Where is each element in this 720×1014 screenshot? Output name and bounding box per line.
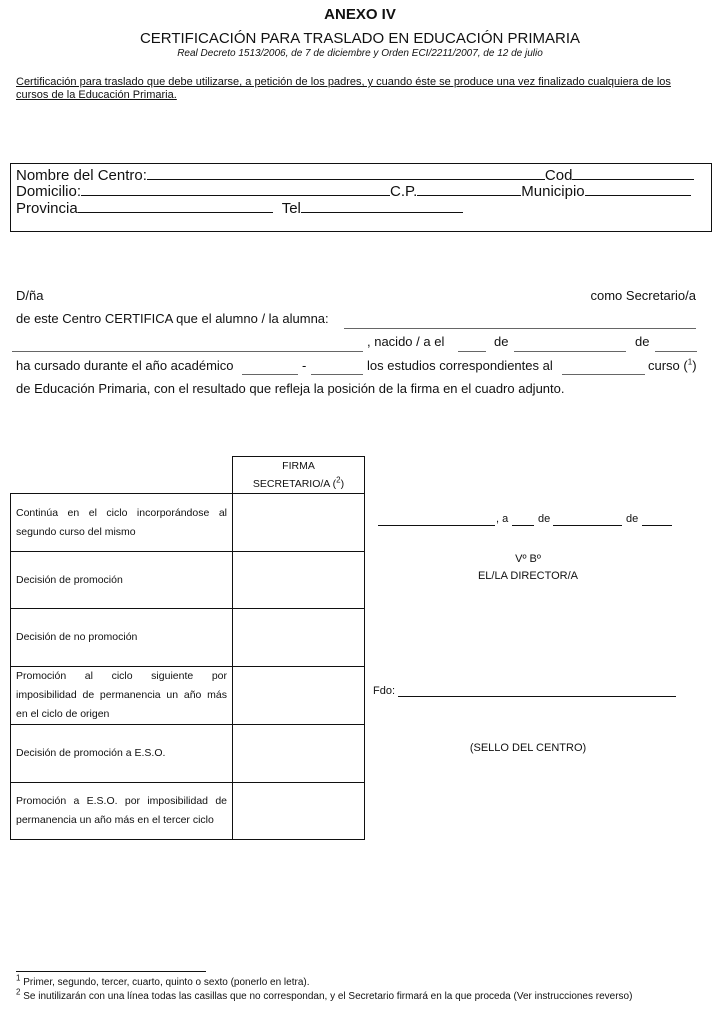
cp-field[interactable] bbox=[417, 182, 521, 196]
place-a-label: , a bbox=[496, 513, 509, 525]
center-name-label: Nombre del Centro: bbox=[16, 167, 147, 184]
row-label: Decisión de promoción a E.S.O. bbox=[11, 725, 233, 783]
secretary-label: como Secretario/a bbox=[590, 288, 696, 303]
place-de2-label: de bbox=[626, 513, 639, 525]
signature-cell[interactable] bbox=[233, 609, 365, 667]
result-text: de Educación Primaria, con el resultado que refleja la posición de la firma en el cuadro adjunto. bbox=[16, 381, 565, 396]
address-label: Domicilio: bbox=[16, 183, 82, 200]
studies-label: los estudios correspondientes al bbox=[367, 358, 553, 373]
signature-cell[interactable] bbox=[233, 725, 365, 783]
cp-label: C.P. bbox=[390, 183, 418, 200]
cod-label: Cod bbox=[544, 167, 573, 184]
year-dash: - bbox=[302, 358, 307, 373]
year-end-field[interactable] bbox=[311, 374, 363, 375]
signature-column-header: FIRMA SECRETARIO/A ($^2$) bbox=[233, 457, 365, 494]
place-de1-label: de bbox=[538, 513, 551, 525]
grades-table bbox=[10, 456, 365, 840]
province-label: Provincia bbox=[16, 200, 78, 217]
footnote-ref-2: 2 bbox=[336, 475, 341, 485]
province-field[interactable] bbox=[78, 199, 273, 213]
birth-month-field[interactable] bbox=[514, 351, 626, 352]
table-row bbox=[11, 609, 365, 667]
sign-year-field[interactable] bbox=[642, 525, 672, 526]
address-row bbox=[16, 182, 691, 200]
row-label: Decisión de promoción bbox=[11, 552, 233, 609]
center-stamp-label: (SELLO DEL CENTRO) bbox=[469, 742, 587, 754]
course-field[interactable] bbox=[562, 374, 645, 375]
course-label: curso ($^1$) bbox=[648, 357, 697, 373]
student-name-field[interactable] bbox=[344, 328, 696, 329]
table-row bbox=[11, 783, 365, 840]
row-label: Promoción a E.S.O. por imposibilidad de permanencia un año más en el tercer ciclo bbox=[11, 783, 233, 840]
footnote-separator bbox=[16, 971, 206, 972]
row-label: Continúa en el ciclo incorporándose al segundo curso del mismo bbox=[11, 494, 233, 552]
signature-cell[interactable] bbox=[233, 783, 365, 840]
year-start-field[interactable] bbox=[242, 374, 298, 375]
place-field[interactable] bbox=[378, 525, 495, 526]
signature-cell[interactable] bbox=[233, 667, 365, 725]
row-label: Decisión de no promoción bbox=[11, 609, 233, 667]
birth-de1-label: de bbox=[494, 334, 509, 349]
birth-year-field[interactable] bbox=[655, 351, 697, 352]
legal-reference: Real Decreto 1513/2006, de 7 de diciembre y Orden ECI/2211/2007, de 12 de julio bbox=[177, 48, 543, 59]
studied-label: ha cursado durante el año académico bbox=[16, 358, 234, 373]
municipio-label: Municipio bbox=[521, 183, 585, 200]
center-name-field[interactable] bbox=[147, 166, 545, 180]
table-row bbox=[11, 552, 365, 609]
table-row bbox=[11, 494, 365, 552]
intro-text: Certificación para traslado que debe utilizarse, a petición de los padres, y cuando éste se produce una vez finalizado cualquiera de los cursos de la Educación Primaria. bbox=[16, 76, 671, 101]
municipio-field[interactable] bbox=[585, 182, 691, 196]
born-label: , nacido / a el bbox=[367, 334, 445, 349]
row-label: Promoción al ciclo siguiente por imposibilidad de permanencia un año más en el ciclo de origen bbox=[11, 667, 233, 725]
table-row bbox=[11, 667, 365, 725]
tel-label: Tel bbox=[281, 200, 301, 217]
sign-day-field[interactable] bbox=[512, 525, 534, 526]
annex-title: ANEXO IV bbox=[324, 6, 396, 23]
center-data-box bbox=[10, 163, 712, 232]
footnote-1: $^1$ Primer, segundo, tercer, cuarto, quinto o sexto (ponerlo en letra). bbox=[16, 973, 310, 988]
sign-month-field[interactable] bbox=[553, 525, 622, 526]
province-row bbox=[16, 199, 463, 217]
document-title: CERTIFICACIÓN PARA TRASLADO EN EDUCACIÓN PRIMARIA bbox=[139, 30, 581, 47]
tel-field[interactable] bbox=[301, 199, 463, 213]
director-signature-field[interactable] bbox=[398, 696, 676, 697]
student-name-field-cont[interactable] bbox=[12, 351, 363, 352]
birth-de2-label: de bbox=[635, 334, 650, 349]
footnote-ref-1: 1 bbox=[687, 357, 693, 367]
cod-field[interactable] bbox=[572, 166, 694, 180]
table-row bbox=[11, 725, 365, 783]
certifies-text: de este Centro CERTIFICA que el alumno / la alumna: bbox=[16, 311, 329, 326]
director-label: EL/LA DIRECTOR/A bbox=[477, 570, 579, 582]
signature-cell[interactable] bbox=[233, 552, 365, 609]
address-field[interactable] bbox=[81, 182, 390, 196]
signature-cell[interactable] bbox=[233, 494, 365, 552]
fdo-label: Fdo: bbox=[373, 685, 396, 697]
vobo-label: Vº Bº bbox=[515, 553, 541, 565]
birth-day-field[interactable] bbox=[458, 351, 486, 352]
footnote-2: $^2$ Se inutilizarán con una línea todas las casillas que no correspondan, y el Secretario firmará en la que proceda (Ver instrucciones reverso) bbox=[16, 987, 633, 1002]
dna-label: D/ña bbox=[16, 288, 44, 303]
